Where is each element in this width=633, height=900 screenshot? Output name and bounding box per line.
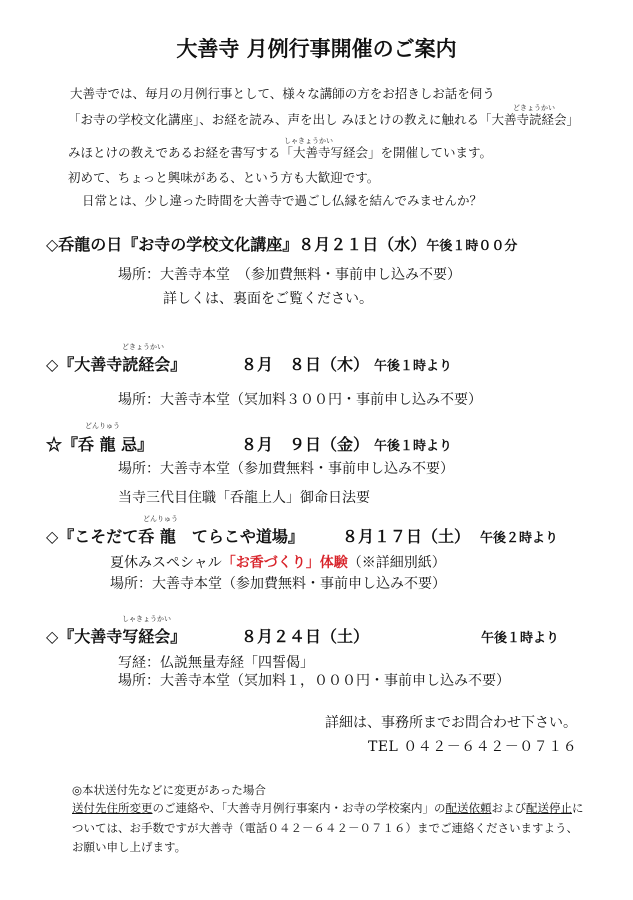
event-donryu-ki-name: ☆『呑 龍 忌』 — [46, 435, 154, 454]
notes-delivery-request: 配送依頼 — [445, 801, 492, 815]
event-donryu-ki-time: 午後１時より — [374, 439, 453, 454]
event-dokyo-name: ◇『大善寺読経会』 — [46, 355, 187, 374]
event-terakoya-date: ８月１７日（土） — [342, 527, 471, 546]
notes-line-2 — [72, 800, 584, 816]
intro-line-4: 初めて、ちょっと興味がある、という方も大歓迎です。 — [68, 170, 380, 185]
event-shakyo-name: ◇『大善寺写経会』 — [46, 627, 187, 646]
notes-delivery-stop: 配送停止 — [526, 801, 573, 815]
furigana-donryu-ki: どんりゅう — [85, 422, 120, 430]
furigana-shakyo: しゃきょうかい — [122, 615, 171, 623]
event-shakyo-time: 午後１時より — [481, 631, 560, 646]
notes-line-2-text-b: および — [491, 801, 527, 815]
special-highlight: 「お香づくり」体験 — [221, 555, 348, 571]
furigana-shakyo-intro: しゃきょうかい — [284, 137, 333, 145]
event-dokyo-date: ８月 ８日（木） — [241, 355, 370, 374]
intro-line-2: 「お寺の学校文化講座」、お経を読み、声を出し みほとけの教えに触れる「大善寺読経会」 — [68, 112, 579, 127]
notes-address-change: 送付先住所変更 — [72, 801, 153, 815]
contact-inquiry: 詳細は、事務所までお問合わせ下さい。 — [325, 715, 577, 731]
special-prefix: 夏休みスペシャル — [110, 555, 222, 571]
event-terakoya-place: 場所：大善寺本堂（参加費無料・事前申し込み不要） — [110, 576, 446, 592]
furigana-dokyo: どきょうかい — [122, 343, 164, 351]
event-bunka-koza-name: ◇呑龍の日『お寺の学校文化講座』８月２１日（水） — [46, 235, 427, 254]
intro-line-3: みほとけの教えであるお経を書写する「大善寺写経会」を開催しています。 — [68, 145, 493, 160]
event-donryu-ki-note: 当寺三代目住職「呑龍上人」御命日法要 — [118, 490, 370, 506]
event-donryu-ki-date: ８月 ９日（金） — [241, 435, 370, 454]
notes-line-2-text-c: に — [572, 801, 584, 815]
contact-tel: TEL ０４２－６４２－０７１６ — [368, 739, 578, 755]
intro-line-5: 日常とは、少し違った時間を大善寺で過ごし仏縁を結んでみませんか？ — [82, 193, 483, 208]
event-bunka-koza-place: 場所：大善寺本堂 （参加費無料・事前申し込み不要） — [118, 267, 461, 283]
notes-line-1: ◎本状送付先などに変更があった場合 — [72, 783, 266, 797]
furigana-donryu-terakoya: どんりゅう — [143, 515, 178, 523]
event-bunka-koza-time: 午後１時００分 — [426, 239, 518, 254]
event-donryu-ki-place: 場所：大善寺本堂（参加費無料・事前申し込み不要） — [118, 461, 454, 477]
notes-line-3: ついては、お手数ですが大善寺（電話０４２－６４２－０７１６）までご連絡くださいますよう、 — [72, 821, 578, 835]
event-terakoya-time: 午後２時より — [480, 531, 559, 546]
event-bunka-koza — [46, 232, 517, 255]
event-terakoya-special — [110, 552, 446, 572]
page-title: 大善寺 月例行事開催のご案内 — [176, 37, 457, 61]
notes-line-2-text-a: のご連絡や、「大善寺月例行事案内・お寺の学校案内」の — [152, 801, 446, 815]
event-terakoya-name: ◇『こそだて呑 龍 てらこや道場』 — [46, 527, 304, 546]
furigana-dokyo-intro: どきょうかい — [513, 104, 555, 112]
event-shakyo-place: 場所：大善寺本堂（冥加料１，０００円・事前申し込み不要） — [118, 673, 510, 689]
special-suffix: （※詳細別紙） — [347, 555, 446, 571]
event-shakyo-date: ８月２４日（土） — [241, 627, 370, 646]
event-dokyo-time: 午後１時より — [374, 359, 453, 374]
notes-line-4: お願い申し上げます。 — [72, 840, 187, 854]
event-bunka-koza-more: 詳しくは、裏面をご覧ください。 — [163, 291, 373, 307]
event-dokyo-place: 場所：大善寺本堂（冥加料３００円・事前申し込み不要） — [118, 392, 482, 408]
intro-line-1: 大善寺では、毎月の月例行事として、様々な講師の方をお招きしお話を伺う — [70, 86, 495, 101]
event-shakyo-sutra: 写経：仏説無量寿経「四誓偈」 — [118, 655, 314, 671]
